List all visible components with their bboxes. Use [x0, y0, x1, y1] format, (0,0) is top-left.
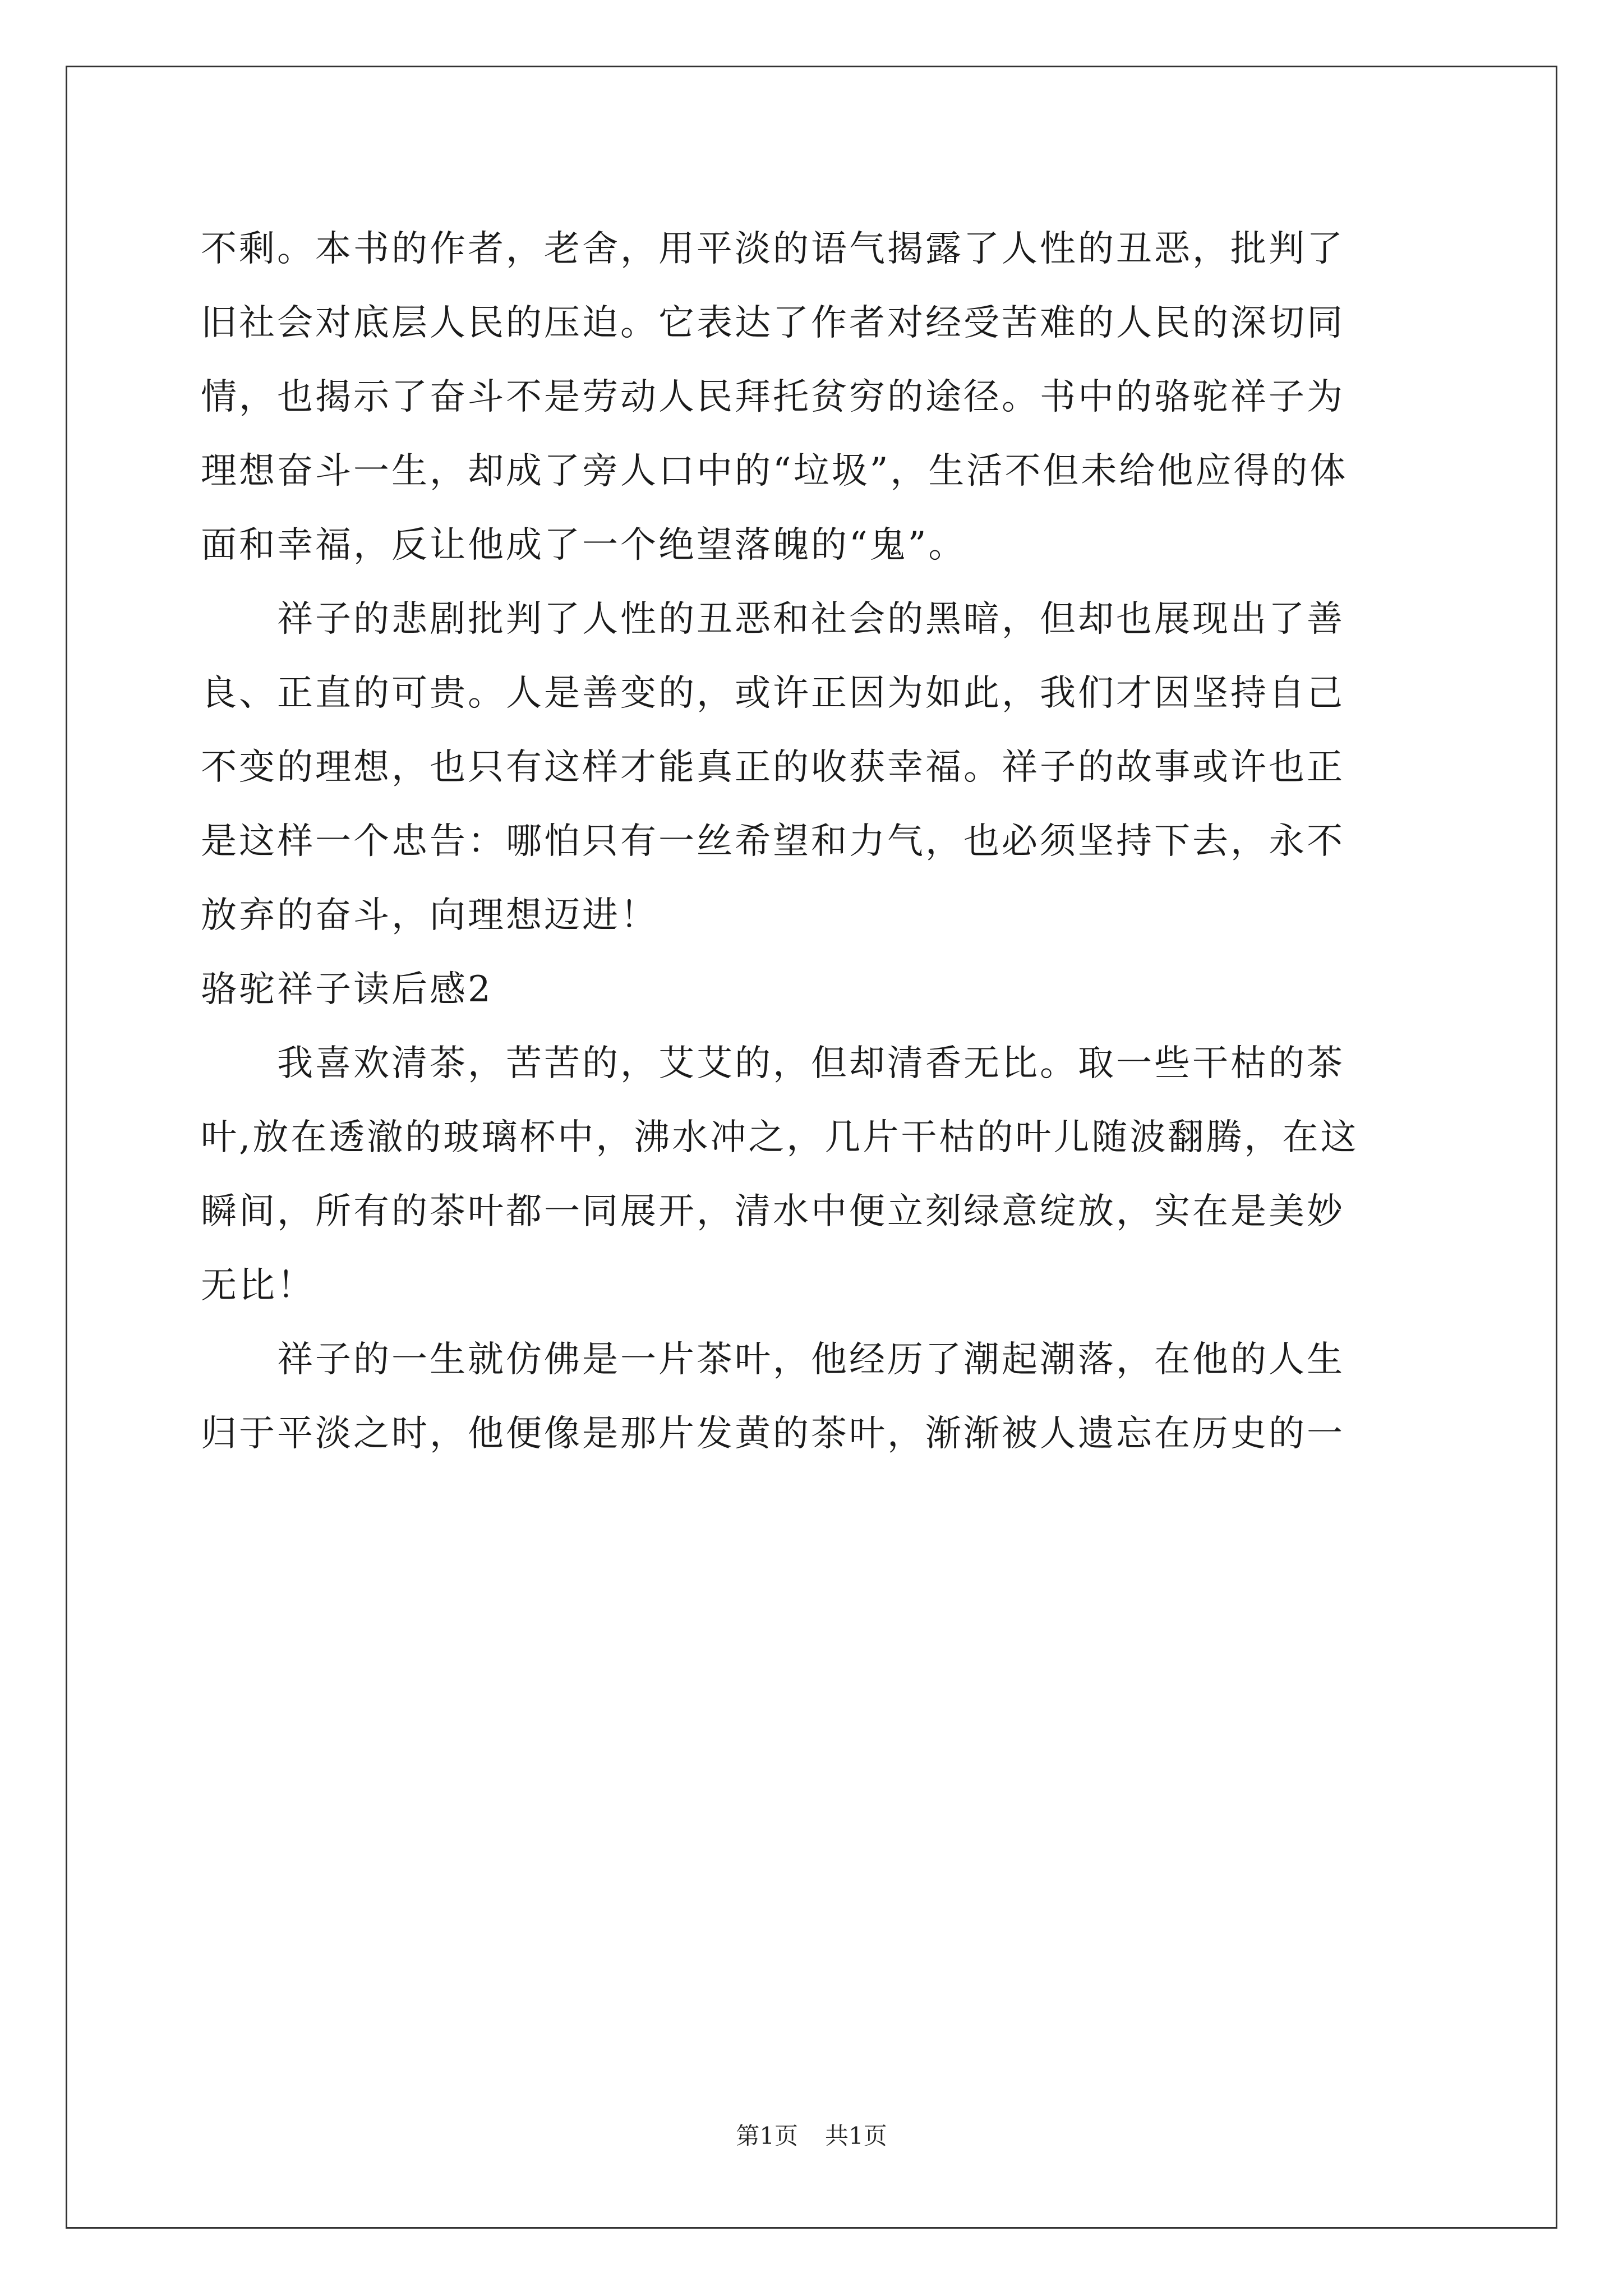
text-line: 瞬间，所有的茶叶都一同展开，清水中便立刻绿意绽放，实在是美妙 [201, 1191, 1345, 1232]
text-line: 叶,放在透澈的玻璃杯中，沸水冲之，几片干枯的叶儿随波翻腾，在这 [201, 1117, 1359, 1158]
text-line: 不剩。本书的作者，老舍，用平淡的语气揭露了人性的丑恶，批判了 [201, 228, 1345, 270]
text-line: 理想奋斗一生，却成了旁人口中的“垃圾”，生活不但未给他应得的体 [201, 450, 1348, 492]
document-body [201, 212, 1435, 1471]
text-line: 祥子的悲剧批判了人性的丑恶和社会的黑暗，但却也展现出了善 [201, 599, 1345, 640]
text-line: 我喜欢清茶，苦苦的，艾艾的，但却清香无比。取一些干枯的茶 [201, 1043, 1345, 1084]
page-footer [0, 2119, 1623, 2153]
text-line: 祥子的一生就仿佛是一片茶叶，他经历了潮起潮落，在他的人生 [201, 1339, 1345, 1381]
page-number-total: 共1页 [825, 2122, 887, 2150]
text-line: 良、正直的可贵。人是善变的，或许正因为如此，我们才因坚持自己 [201, 673, 1345, 714]
page-number-current: 第1页 [736, 2122, 798, 2150]
text-line: 不变的理想，也只有这样才能真正的收获幸福。祥子的故事或许也正 [201, 747, 1345, 788]
text-line: 是这样一个忠告：哪怕只有一丝希望和力气，也必须坚持下去，永不 [201, 821, 1345, 862]
section-heading: 骆驼祥子读后感2 [201, 969, 493, 1010]
text-line: 情，也揭示了奋斗不是劳动人民拜托贫穷的途径。书中的骆驼祥子为 [201, 376, 1345, 418]
text-line: 归于平淡之时，他便像是那片发黄的茶叶，渐渐被人遗忘在历史的一 [201, 1413, 1345, 1455]
text-line: 放弃的奋斗，向理想迈进！ [201, 895, 658, 936]
text-line: 无比！ [201, 1265, 315, 1306]
text-line: 面和幸福，反让他成了一个绝望落魄的“鬼”。 [201, 524, 967, 566]
text-line: 旧社会对底层人民的压迫。它表达了作者对经受苦难的人民的深切同 [201, 302, 1345, 344]
